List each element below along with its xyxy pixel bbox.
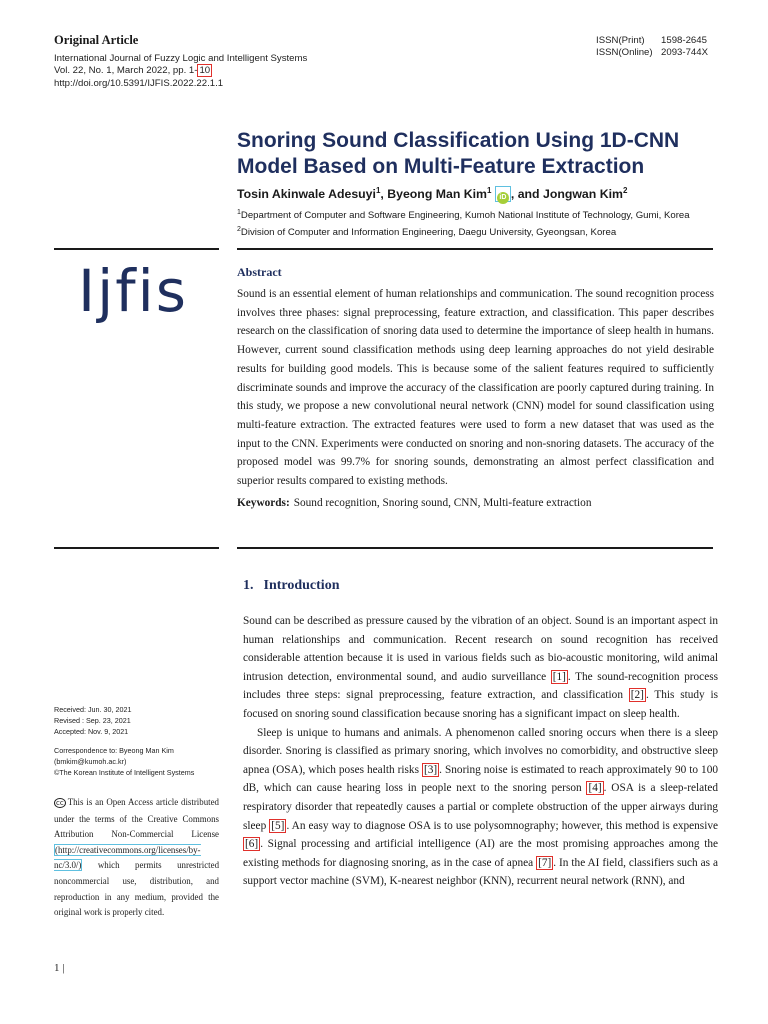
last-page-link[interactable]: 10 bbox=[199, 65, 211, 77]
rule-logo-bottom bbox=[54, 547, 219, 549]
revised-date: Revised : Sep. 23, 2021 bbox=[54, 716, 131, 725]
keywords-list: Sound recognition, Snoring sound, CNN, Multi-feature extraction bbox=[293, 496, 592, 509]
author-list bbox=[237, 186, 717, 204]
title-line-2: Model Based on Multi-Feature Extraction bbox=[237, 155, 645, 178]
journal-logo: Ijfis bbox=[78, 257, 188, 325]
volume-prefix: Vol. 22, No. 1, March 2022, pp. 1- bbox=[54, 65, 198, 77]
text-run: . Snoring noise is estimated to reach approximately 90 to 100 dB, which can cause hearing loss in people next to the snoring person bbox=[243, 763, 718, 795]
accepted-date: Accepted: Nov. 9, 2021 bbox=[54, 727, 129, 736]
correspondence: Correspondence to: Byeong Man Kim bbox=[54, 746, 174, 755]
keywords bbox=[237, 497, 714, 509]
rule-logo-top bbox=[54, 248, 219, 250]
intro-paragraph-2 bbox=[243, 724, 718, 891]
volume-info bbox=[54, 65, 714, 77]
text-run: . Signal processing and artificial intelligence (AI) are the most promising approaches among the existing methods for diagnosing snoring, as in the case of apnea bbox=[243, 838, 718, 869]
text-run: Sound can be described as pressure caused by the vibration of an object. Sound is an important aspect in human relationships and communication. Recent research on sound recognition has received considerable attention because it is used in various fields such as bio-acoustic monitoring, wild animal intrusion detection, environmental sound, and audio surveillance bbox=[243, 615, 718, 683]
affiliation-2-text: Division of Computer and Information Engineering, Daegu University, Gyeongsan, Korea bbox=[240, 227, 617, 239]
issn-print-label: ISSN(Print) bbox=[596, 35, 645, 46]
issn-online: 2093-744X bbox=[661, 47, 708, 59]
affiliation-2-marker: 2 bbox=[237, 226, 241, 234]
text-run: . In the AI field, classifiers such as a support vector machine (SVM), K-nearest neighbor (KNN), recurrent neural network (RNN), and bbox=[243, 856, 718, 888]
citation-7[interactable]: [7] bbox=[538, 856, 552, 869]
cc-icon: cc bbox=[56, 799, 64, 807]
license-note bbox=[54, 795, 219, 921]
affiliation-1-text: Department of Computer and Software Engineering, Kumoh National Institute of Technology, Gumi, Korea bbox=[240, 210, 690, 222]
rule-abstract-top bbox=[237, 248, 713, 250]
affiliation-1 bbox=[237, 206, 717, 223]
author-1-affil: 1 bbox=[375, 186, 381, 195]
introduction-section bbox=[243, 578, 718, 891]
abstract-section bbox=[237, 265, 714, 509]
section-title: Introduction bbox=[263, 578, 340, 593]
license-text-after: which permits unrestricted noncommercial use, distribution, and reproduction in any medium, provided the original work is properly cited. bbox=[54, 860, 220, 918]
journal-name: International Journal of Fuzzy Logic and Intelligent Systems bbox=[54, 53, 308, 64]
author-2: , Byeong Man Kim bbox=[380, 187, 487, 202]
author-2-affil: 1 bbox=[487, 186, 492, 195]
received-date: Received: Jun. 30, 2021 bbox=[54, 705, 132, 714]
title-line-1: Snoring Sound Classification Using 1D-CNN bbox=[237, 129, 680, 152]
orcid-link[interactable] bbox=[495, 186, 511, 202]
issn-print: 1598-2645 bbox=[661, 35, 707, 46]
text-run: Sleep is unique to humans and animals. A phenomenon called snoring occurs when there is a sleep disorder. Snoring is classified as primary snoring, which involves no comorbidity, and obstructive sleep apnea (OSA), which poses health risks bbox=[243, 726, 718, 776]
section-heading bbox=[243, 578, 718, 594]
text-run: . An easy way to diagnose OSA is to use polysomnography; however, this method is expensive bbox=[286, 819, 718, 832]
intro-paragraph-1 bbox=[243, 612, 718, 724]
section-number: 1. bbox=[243, 578, 254, 593]
text-run: . OSA is a sleep-related respiratory disorder that repeatedly causes a partial or complete obstruction of the upper airways during sleep bbox=[243, 782, 718, 832]
affiliation-2 bbox=[237, 223, 717, 240]
author-3-affil: 2 bbox=[622, 186, 628, 195]
title-block bbox=[237, 128, 717, 240]
citation-6[interactable]: [6] bbox=[245, 838, 259, 851]
rule-abstract-bottom bbox=[237, 547, 713, 549]
citation-3[interactable]: [3] bbox=[423, 763, 438, 776]
citation-2[interactable]: [2] bbox=[630, 689, 644, 702]
paper-title bbox=[237, 128, 717, 180]
author-3: , and Jongwan Kim bbox=[510, 187, 623, 202]
abstract-heading: Abstract bbox=[237, 265, 282, 279]
side-notes bbox=[54, 704, 219, 778]
citation-1[interactable]: [1] bbox=[552, 670, 566, 683]
affiliation-1-marker: 1 bbox=[237, 209, 241, 217]
article-type: Original Article bbox=[54, 33, 139, 47]
page-number: 1 | bbox=[54, 962, 65, 974]
keywords-label: Keywords: bbox=[237, 496, 290, 509]
doi-link[interactable]: http://doi.org/10.5391/IJFIS.2022.22.1.1 bbox=[54, 77, 224, 89]
orcid-icon: iD bbox=[497, 192, 509, 204]
issn-block bbox=[596, 35, 708, 60]
text-run: . The sound-recognition process includes three steps: signal preprocessing, feature extraction, and classification bbox=[243, 670, 718, 702]
abstract-text: Sound is an essential element of human relationships and communication. The sound recognition process involves three phases: signal preprocessing, feature extraction, and classification. This paper describes research on the classification of snoring data used to determine the importance of sleep health in humans. However, current sound classification methods using deep learning approaches do not yield desirable results for building good models. This is because some of the salient features required to sufficiently discriminate sounds and improve the accuracy of the classification are poorly captured during training. In this study, we propose a new convolutional neural network (CNN) model for sound classification using multi-feature extraction. The extracted features were used to form a new dataset that was used as the input to the CNN. Experiments were conducted on snoring and non-snoring datasets. The accuracy of the proposed model was 99.7% for snoring sounds, demonstrating an almost perfect classification and superior results compared to existing methods. bbox=[237, 288, 714, 488]
text-run: . This study is focused on snoring sound classification because snoring has a significant impact on sleep health. bbox=[243, 689, 718, 720]
issn-online-label: ISSN(Online) bbox=[596, 47, 653, 59]
author-1: Tosin Akinwale Adesuyi bbox=[237, 187, 376, 202]
copyright: ©The Korean Institute of Intelligent Systems bbox=[54, 768, 195, 777]
citation-5[interactable]: [5] bbox=[271, 819, 285, 832]
correspondence-email: (bmkim@kumoh.ac.kr) bbox=[54, 757, 127, 766]
page-header bbox=[54, 33, 714, 90]
license-url[interactable]: (http://creativecommons.org/licenses/by-nc/3.0/) bbox=[54, 844, 201, 871]
license-text-before: This is an Open Access article distributed under the terms of the Creative Commons Attribution Non-Commercial License bbox=[54, 797, 219, 840]
citation-4[interactable]: [4] bbox=[588, 782, 602, 795]
